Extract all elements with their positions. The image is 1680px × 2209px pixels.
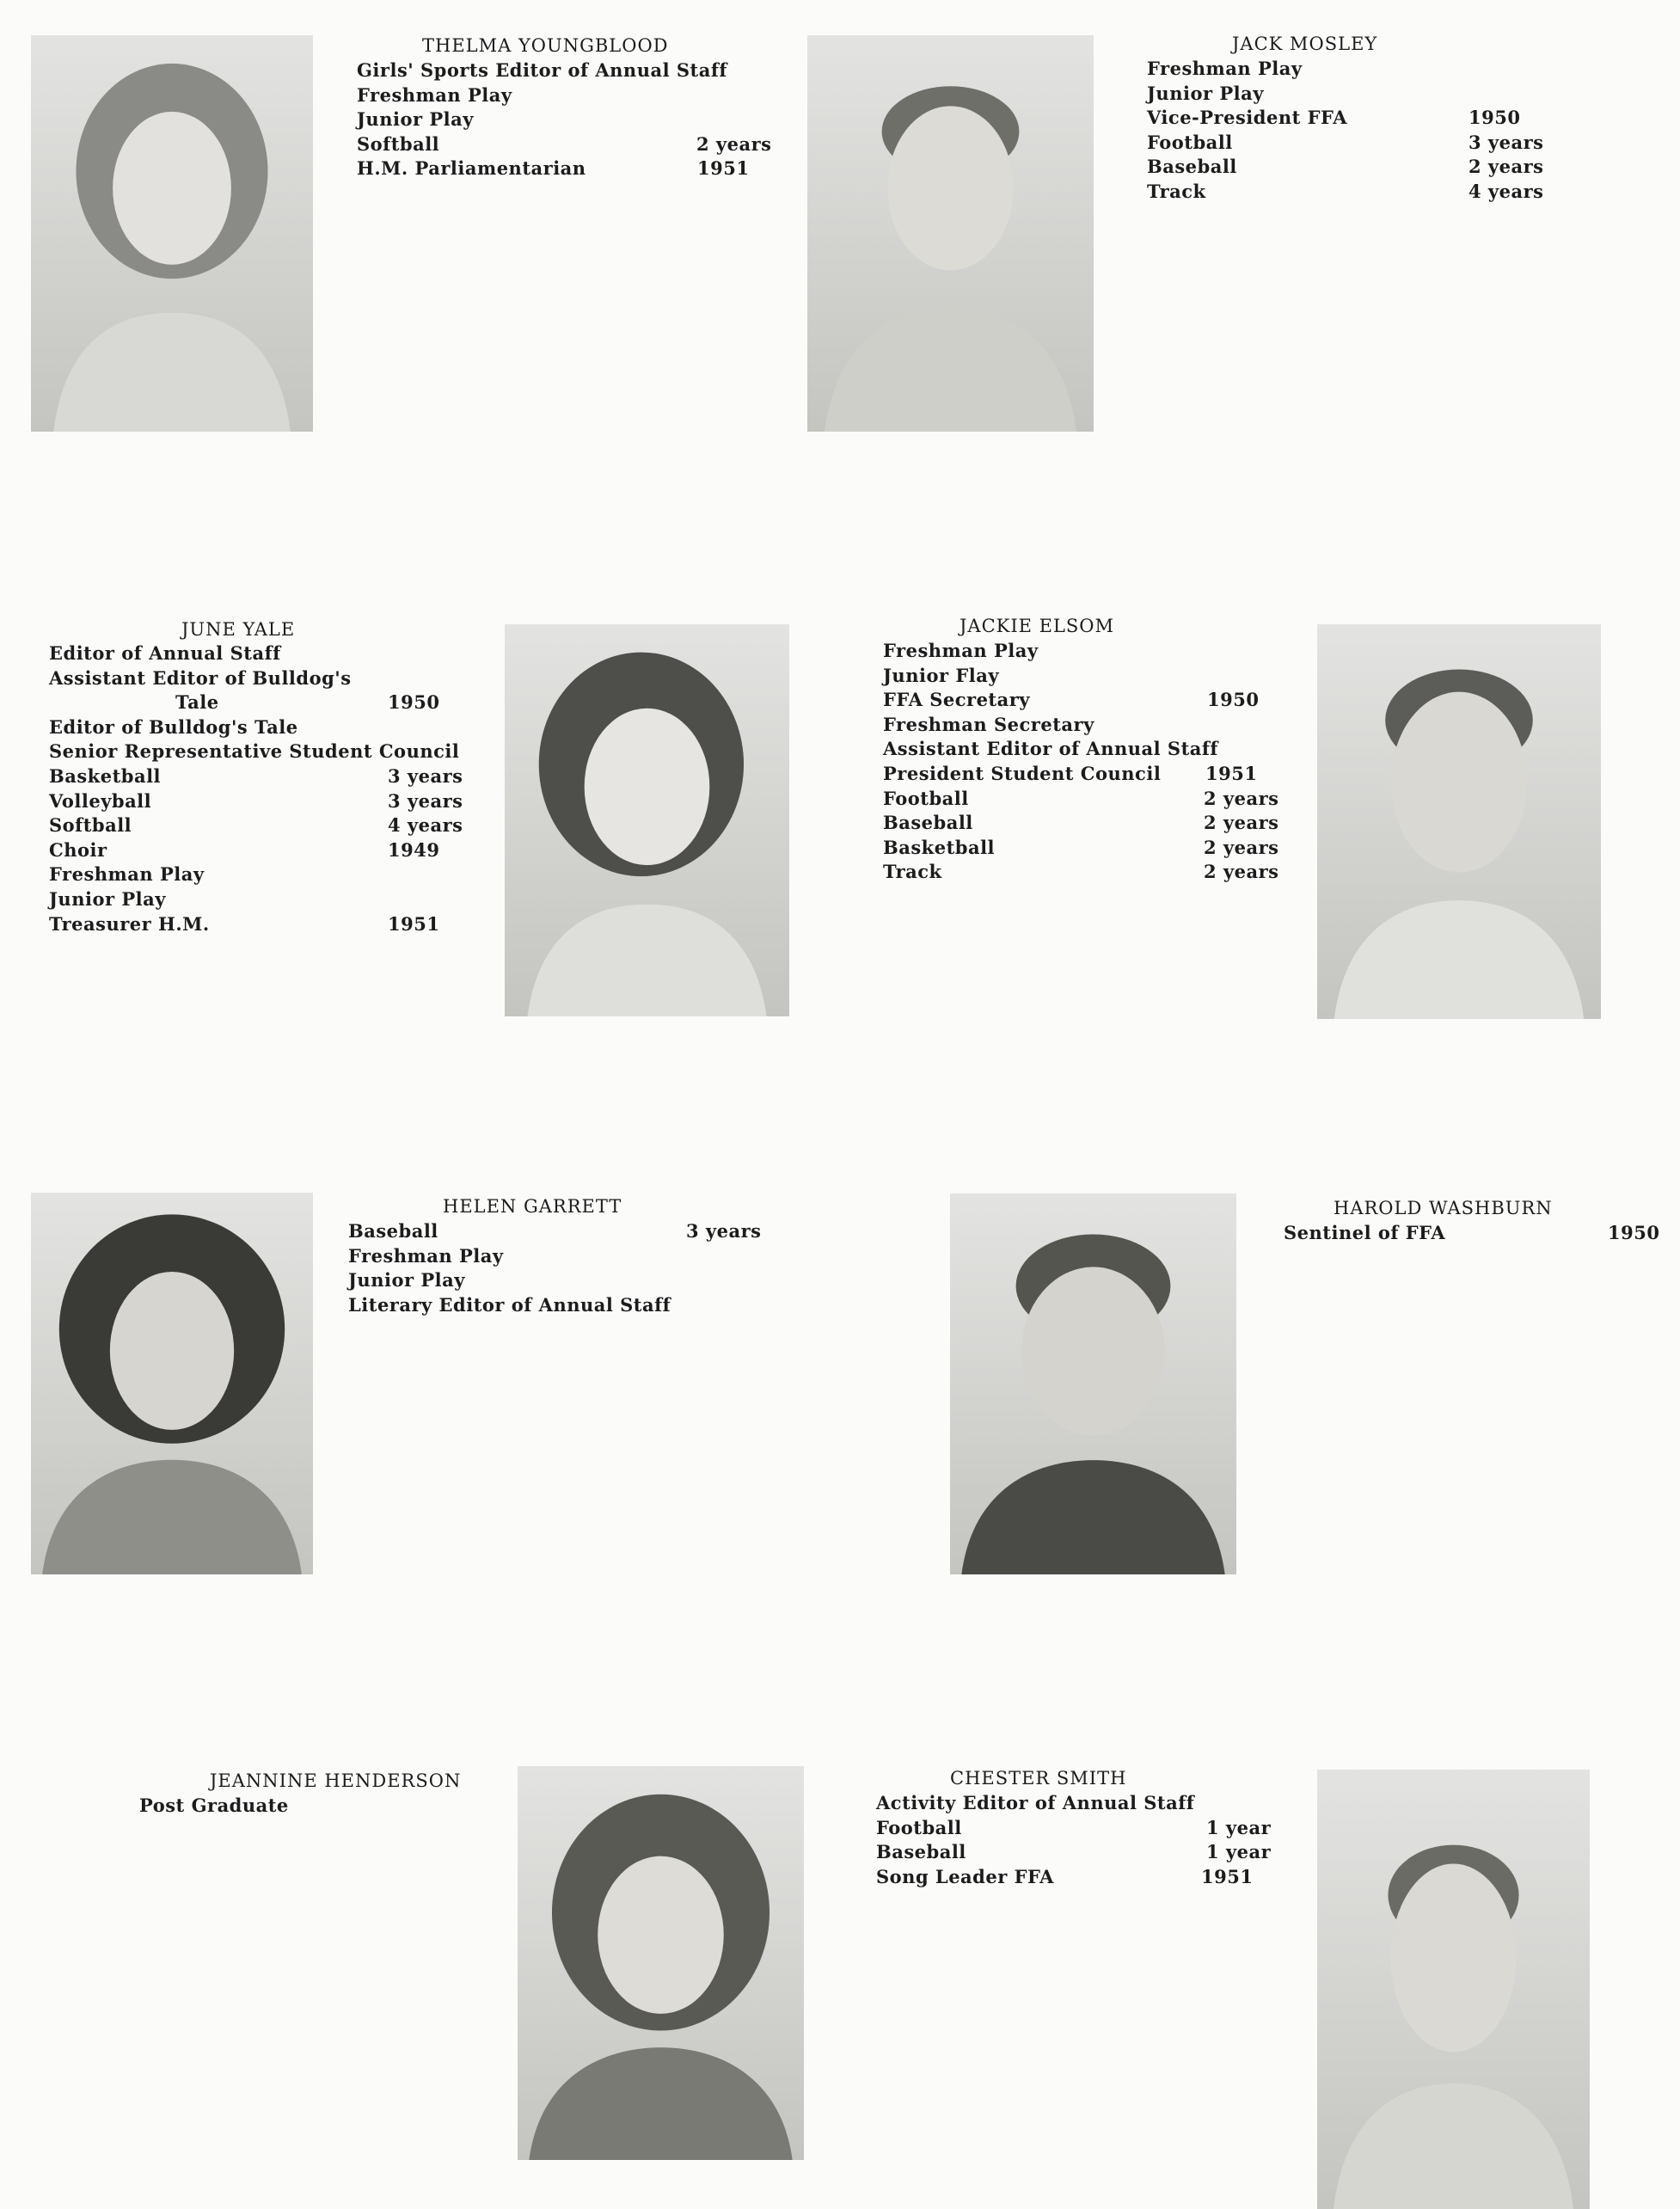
- activity-item: Vice-President FFA 1950: [1147, 106, 1347, 131]
- activity-item: Treasurer H.M. 1951: [49, 912, 459, 937]
- activities-jackie-elsom: [883, 639, 1279, 885]
- activity-item: Baseball 1 year: [876, 1840, 1194, 1865]
- activity-item: Junior Play: [357, 108, 474, 131]
- activity-item: Track 4 years: [1147, 180, 1347, 205]
- student-name-jack-mosley: JACK MOSLEY: [1232, 34, 1378, 54]
- activity-value: 1950: [1468, 107, 1521, 129]
- activity-value: 1950: [1207, 689, 1260, 711]
- portrait-icon: [518, 1766, 804, 2160]
- activity-item: Editor of Annual Staff: [49, 642, 281, 664]
- activities-jack-mosley: [1147, 57, 1544, 205]
- student-name-june-yale: JUNE YALE: [181, 619, 296, 640]
- student-name-helen-garrett: HELEN GARRETT: [443, 1196, 622, 1217]
- portrait-icon: [31, 35, 313, 432]
- activity-item: Freshman Play: [1147, 58, 1303, 79]
- activities-jeannine-henderson: [139, 1794, 289, 1819]
- activity-item: Baseball 2 years: [883, 811, 1218, 836]
- activity-item: Football 3 years: [1147, 131, 1347, 156]
- activity-item: Junior Flay: [883, 664, 1000, 686]
- activities-helen-garrett: [348, 1219, 762, 1317]
- photo-jack-mosley: [807, 35, 1094, 432]
- activity-value: 2 years: [1468, 156, 1544, 178]
- activity-item: Softball 2 years: [357, 132, 727, 157]
- activity-item: Junior Play: [348, 1269, 465, 1292]
- activity-value: 3 years: [1468, 131, 1544, 153]
- activity-value: 2 years: [696, 132, 772, 155]
- student-name-jeannine-henderson: JEANNINE HENDERSON: [210, 1770, 462, 1791]
- activity-value: 1 year: [1206, 1841, 1272, 1863]
- photo-jeannine-henderson: [518, 1766, 804, 2160]
- activities-harold-washburn: [1284, 1221, 1660, 1246]
- activity-item: Basketball 2 years: [883, 836, 1218, 861]
- student-name-thelma-youngblood: THELMA YOUNGBLOOD: [422, 35, 669, 56]
- activity-item: Assistant Editor of Annual Staff: [883, 738, 1218, 760]
- photo-chester-smith: [1317, 1770, 1590, 2209]
- activity-item: Football 2 years: [883, 787, 1218, 812]
- activity-item: Freshman Play: [357, 83, 512, 106]
- activity-value: 3 years: [388, 789, 463, 812]
- activity-value: 2 years: [1204, 812, 1279, 834]
- student-name-jackie-elsom: JACKIE ELSOM: [960, 616, 1115, 636]
- activity-value: 1950: [388, 691, 440, 714]
- activity-item: Assistant Editor of Bulldog's: [49, 666, 352, 689]
- portrait-icon: [505, 624, 789, 1016]
- activity-item: Sentinel of FFA 1950: [1284, 1221, 1445, 1246]
- activity-value: 1951: [1205, 762, 1258, 784]
- activity-value: 1 year: [1206, 1816, 1272, 1838]
- activity-item: Choir 1949: [49, 838, 459, 863]
- activity-item: H.M. Parliamentarian 1951: [357, 156, 727, 181]
- activity-item: Softball 4 years: [49, 813, 459, 838]
- activity-value: 4 years: [1468, 180, 1544, 202]
- activity-item: Basketball 3 years: [49, 764, 459, 789]
- student-name-harold-washburn: HAROLD WASHBURN: [1334, 1198, 1553, 1218]
- activity-item: Senior Representative Student Council: [49, 740, 460, 763]
- photo-june-yale: [505, 624, 789, 1016]
- activities-thelma-youngblood: [357, 58, 772, 181]
- activity-value: 1950: [1608, 1222, 1660, 1243]
- activities-june-yale: [49, 641, 463, 936]
- activity-value: 1951: [388, 912, 440, 935]
- activity-value: 3 years: [686, 1220, 762, 1242]
- activity-value: 1951: [1201, 1865, 1254, 1887]
- activity-value: 4 years: [388, 814, 463, 837]
- activity-item: Literary Editor of Annual Staff: [348, 1293, 671, 1316]
- activity-item: Tale 1950: [49, 690, 459, 715]
- activity-value: 2 years: [1204, 861, 1279, 883]
- activity-item: Freshman Play: [348, 1244, 504, 1267]
- activity-item: Volleyball 3 years: [49, 789, 459, 814]
- activity-item: Junior Play: [49, 887, 166, 910]
- activity-item: Editor of Bulldog's Tale: [49, 715, 298, 738]
- activity-item: Freshman Secretary: [883, 713, 1094, 735]
- activity-item: Baseball 3 years: [348, 1219, 671, 1244]
- portrait-icon: [1317, 1770, 1590, 2209]
- activity-item: Football 1 year: [876, 1816, 1194, 1841]
- activity-item: Freshman Play: [49, 863, 205, 886]
- activity-item: Junior Play: [1147, 82, 1264, 104]
- activity-value: 2 years: [1204, 787, 1279, 809]
- activity-value: 3 years: [388, 764, 463, 787]
- portrait-icon: [31, 1193, 313, 1574]
- activity-item: Girls' Sports Editor of Annual Staff: [357, 59, 727, 81]
- activity-item: President Student Council 1951: [883, 762, 1218, 787]
- portrait-icon: [807, 35, 1094, 432]
- photo-thelma-youngblood: [31, 35, 313, 432]
- photo-harold-washburn: [950, 1193, 1236, 1574]
- activity-value: 2 years: [1204, 836, 1279, 858]
- activity-value: 1949: [388, 838, 440, 861]
- activity-item: FFA Secretary 1950: [883, 688, 1218, 713]
- activity-item: Freshman Play: [883, 640, 1039, 661]
- activity-value: 1951: [697, 157, 750, 180]
- activity-item: Song Leader FFA 1951: [876, 1865, 1194, 1890]
- activity-item: Post Graduate: [139, 1795, 289, 1816]
- photo-jackie-elsom: [1317, 624, 1601, 1019]
- photo-helen-garrett: [31, 1193, 313, 1574]
- activities-chester-smith: [876, 1791, 1272, 1889]
- activity-item: Track 2 years: [883, 860, 1218, 885]
- portrait-icon: [1317, 624, 1601, 1019]
- student-name-chester-smith: CHESTER SMITH: [950, 1768, 1127, 1789]
- activity-item: Baseball 2 years: [1147, 155, 1347, 180]
- activity-item: Activity Editor of Annual Staff: [876, 1792, 1195, 1813]
- portrait-icon: [950, 1193, 1236, 1574]
